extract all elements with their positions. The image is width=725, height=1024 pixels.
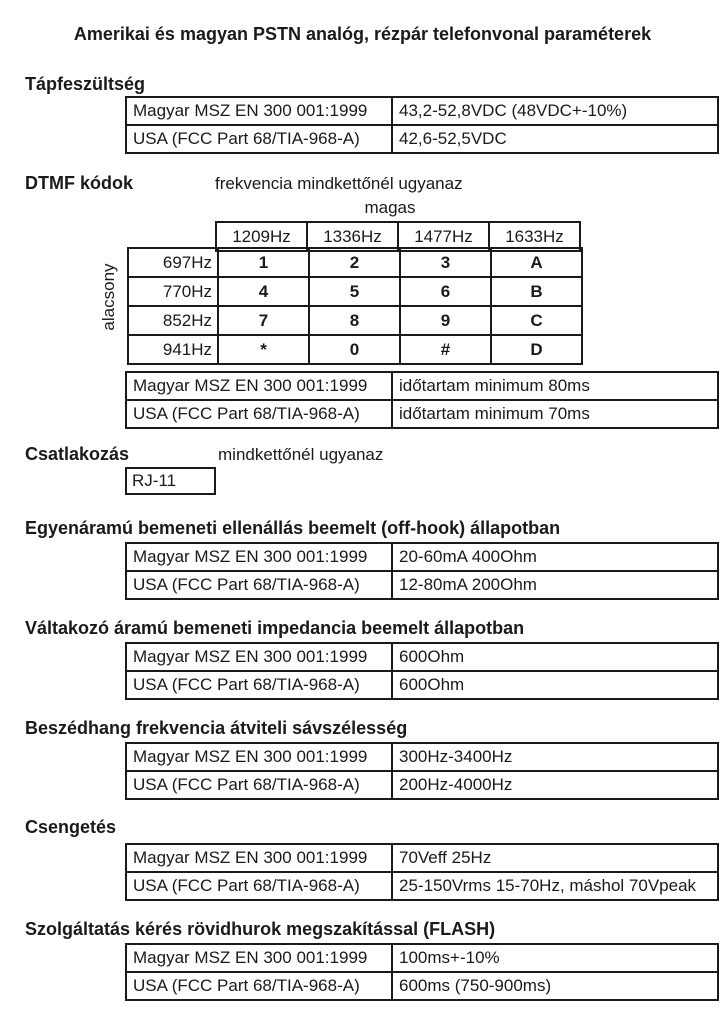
standard-name: USA (FCC Part 68/TIA-968-A) — [126, 972, 392, 1000]
dtmf-col-header: 1633Hz — [489, 222, 580, 251]
standard-value: 600Ohm — [392, 643, 718, 671]
dtmf-duration-table — [125, 371, 719, 429]
dtmf-note: frekvencia mindkettőnél ugyanaz — [215, 174, 463, 193]
standard-value: 12-80mA 200Ohm — [392, 571, 718, 599]
ringing-table — [125, 843, 719, 901]
standard-name: USA (FCC Part 68/TIA-968-A) — [126, 125, 392, 153]
section-heading-dc-resistance: Egyenáramú bemeneti ellenállás beemelt (off-hook) állapotban — [25, 518, 561, 538]
standard-value: 20-60mA 400Ohm — [392, 543, 718, 571]
dtmf-col-header: 1209Hz — [216, 222, 307, 251]
dtmf-row-header: 941Hz — [128, 335, 218, 364]
dtmf-row-header: 770Hz — [128, 277, 218, 306]
standard-name: Magyar MSZ EN 300 001:1999 — [126, 372, 392, 400]
table-row — [128, 306, 582, 335]
table-row — [128, 277, 582, 306]
standard-value: időtartam minimum 80ms — [392, 372, 718, 400]
dtmf-key: 9 — [400, 306, 491, 335]
table-row — [126, 125, 718, 153]
power-table — [125, 96, 719, 154]
standard-name: Magyar MSZ EN 300 001:1999 — [126, 643, 392, 671]
section-heading-ringing: Csengetés — [25, 817, 117, 837]
standard-name: USA (FCC Part 68/TIA-968-A) — [126, 671, 392, 699]
section-heading-voice-band: Beszédhang frekvencia átviteli sávszélesség — [25, 718, 408, 738]
standard-name: Magyar MSZ EN 300 001:1999 — [126, 97, 392, 125]
dtmf-key: 3 — [400, 248, 491, 277]
standard-value: 42,6-52,5VDC — [392, 125, 718, 153]
dtmf-row-header: 852Hz — [128, 306, 218, 335]
dtmf-key: 2 — [309, 248, 400, 277]
dtmf-key: 5 — [309, 277, 400, 306]
table-row — [126, 743, 718, 771]
dtmf-low-group-label: alacsony — [99, 263, 118, 331]
dtmf-row-header: 697Hz — [128, 248, 218, 277]
table-row — [128, 248, 582, 277]
dtmf-col-header: 1477Hz — [398, 222, 489, 251]
dtmf-key: 8 — [309, 306, 400, 335]
dtmf-key: 0 — [309, 335, 400, 364]
section-heading-ac-impedance: Váltakozó áramú bemeneti impedancia beemelt állapotban — [25, 618, 525, 638]
section-heading-connection: Csatlakozás — [25, 444, 130, 464]
standard-name: USA (FCC Part 68/TIA-968-A) — [126, 872, 392, 900]
flash-table — [125, 943, 719, 1001]
dtmf-key: 1 — [218, 248, 309, 277]
standard-name: Magyar MSZ EN 300 001:1999 — [126, 944, 392, 972]
table-row — [126, 400, 718, 428]
dtmf-col-header: 1336Hz — [307, 222, 398, 251]
page-title: Amerikai és magyan PSTN analóg, rézpár telefonvonal paraméterek — [73, 24, 652, 44]
standard-name: Magyar MSZ EN 300 001:1999 — [126, 543, 392, 571]
dtmf-key: 6 — [400, 277, 491, 306]
dtmf-key: D — [491, 335, 582, 364]
dtmf-key-table — [127, 247, 583, 365]
dc-resistance-table — [125, 542, 719, 600]
standard-name: USA (FCC Part 68/TIA-968-A) — [126, 400, 392, 428]
standard-value: 600ms (750-900ms) — [392, 972, 718, 1000]
table-row — [126, 97, 718, 125]
table-row — [126, 671, 718, 699]
section-heading-dtmf: DTMF kódok — [25, 173, 133, 193]
dtmf-key: B — [491, 277, 582, 306]
ac-impedance-table — [125, 642, 719, 700]
table-row — [126, 571, 718, 599]
dtmf-key: C — [491, 306, 582, 335]
table-row — [126, 872, 718, 900]
dtmf-key: A — [491, 248, 582, 277]
table-row — [126, 771, 718, 799]
connector-value-box: RJ-11 — [125, 467, 216, 495]
standard-value: 25-150Vrms 15-70Hz, máshol 70Vpeak — [392, 872, 718, 900]
standard-value: 200Hz-4000Hz — [392, 771, 718, 799]
standard-value: időtartam minimum 70ms — [392, 400, 718, 428]
standard-value: 600Ohm — [392, 671, 718, 699]
table-row — [126, 972, 718, 1000]
standard-value: 43,2-52,8VDC (48VDC+-10%) — [392, 97, 718, 125]
standard-value: 300Hz-3400Hz — [392, 743, 718, 771]
dtmf-key: 4 — [218, 277, 309, 306]
voice-band-table — [125, 742, 719, 800]
table-row — [126, 844, 718, 872]
standard-name: Magyar MSZ EN 300 001:1999 — [126, 743, 392, 771]
connection-note: mindkettőnél ugyanaz — [218, 445, 384, 464]
table-row — [128, 335, 582, 364]
table-row — [126, 543, 718, 571]
standard-name: USA (FCC Part 68/TIA-968-A) — [126, 571, 392, 599]
dtmf-key: 7 — [218, 306, 309, 335]
table-row — [126, 372, 718, 400]
section-heading-flash: Szolgáltatás kérés rövidhurok megszakítással (FLASH) — [25, 919, 496, 939]
table-row — [126, 944, 718, 972]
dtmf-key: * — [218, 335, 309, 364]
standard-value: 70Veff 25Hz — [392, 844, 718, 872]
table-row — [126, 643, 718, 671]
standard-name: Magyar MSZ EN 300 001:1999 — [126, 844, 392, 872]
standard-name: USA (FCC Part 68/TIA-968-A) — [126, 771, 392, 799]
dtmf-key: # — [400, 335, 491, 364]
dtmf-high-group-label: magas — [364, 198, 416, 217]
section-heading-power: Tápfeszültség — [25, 74, 146, 94]
standard-value: 100ms+-10% — [392, 944, 718, 972]
